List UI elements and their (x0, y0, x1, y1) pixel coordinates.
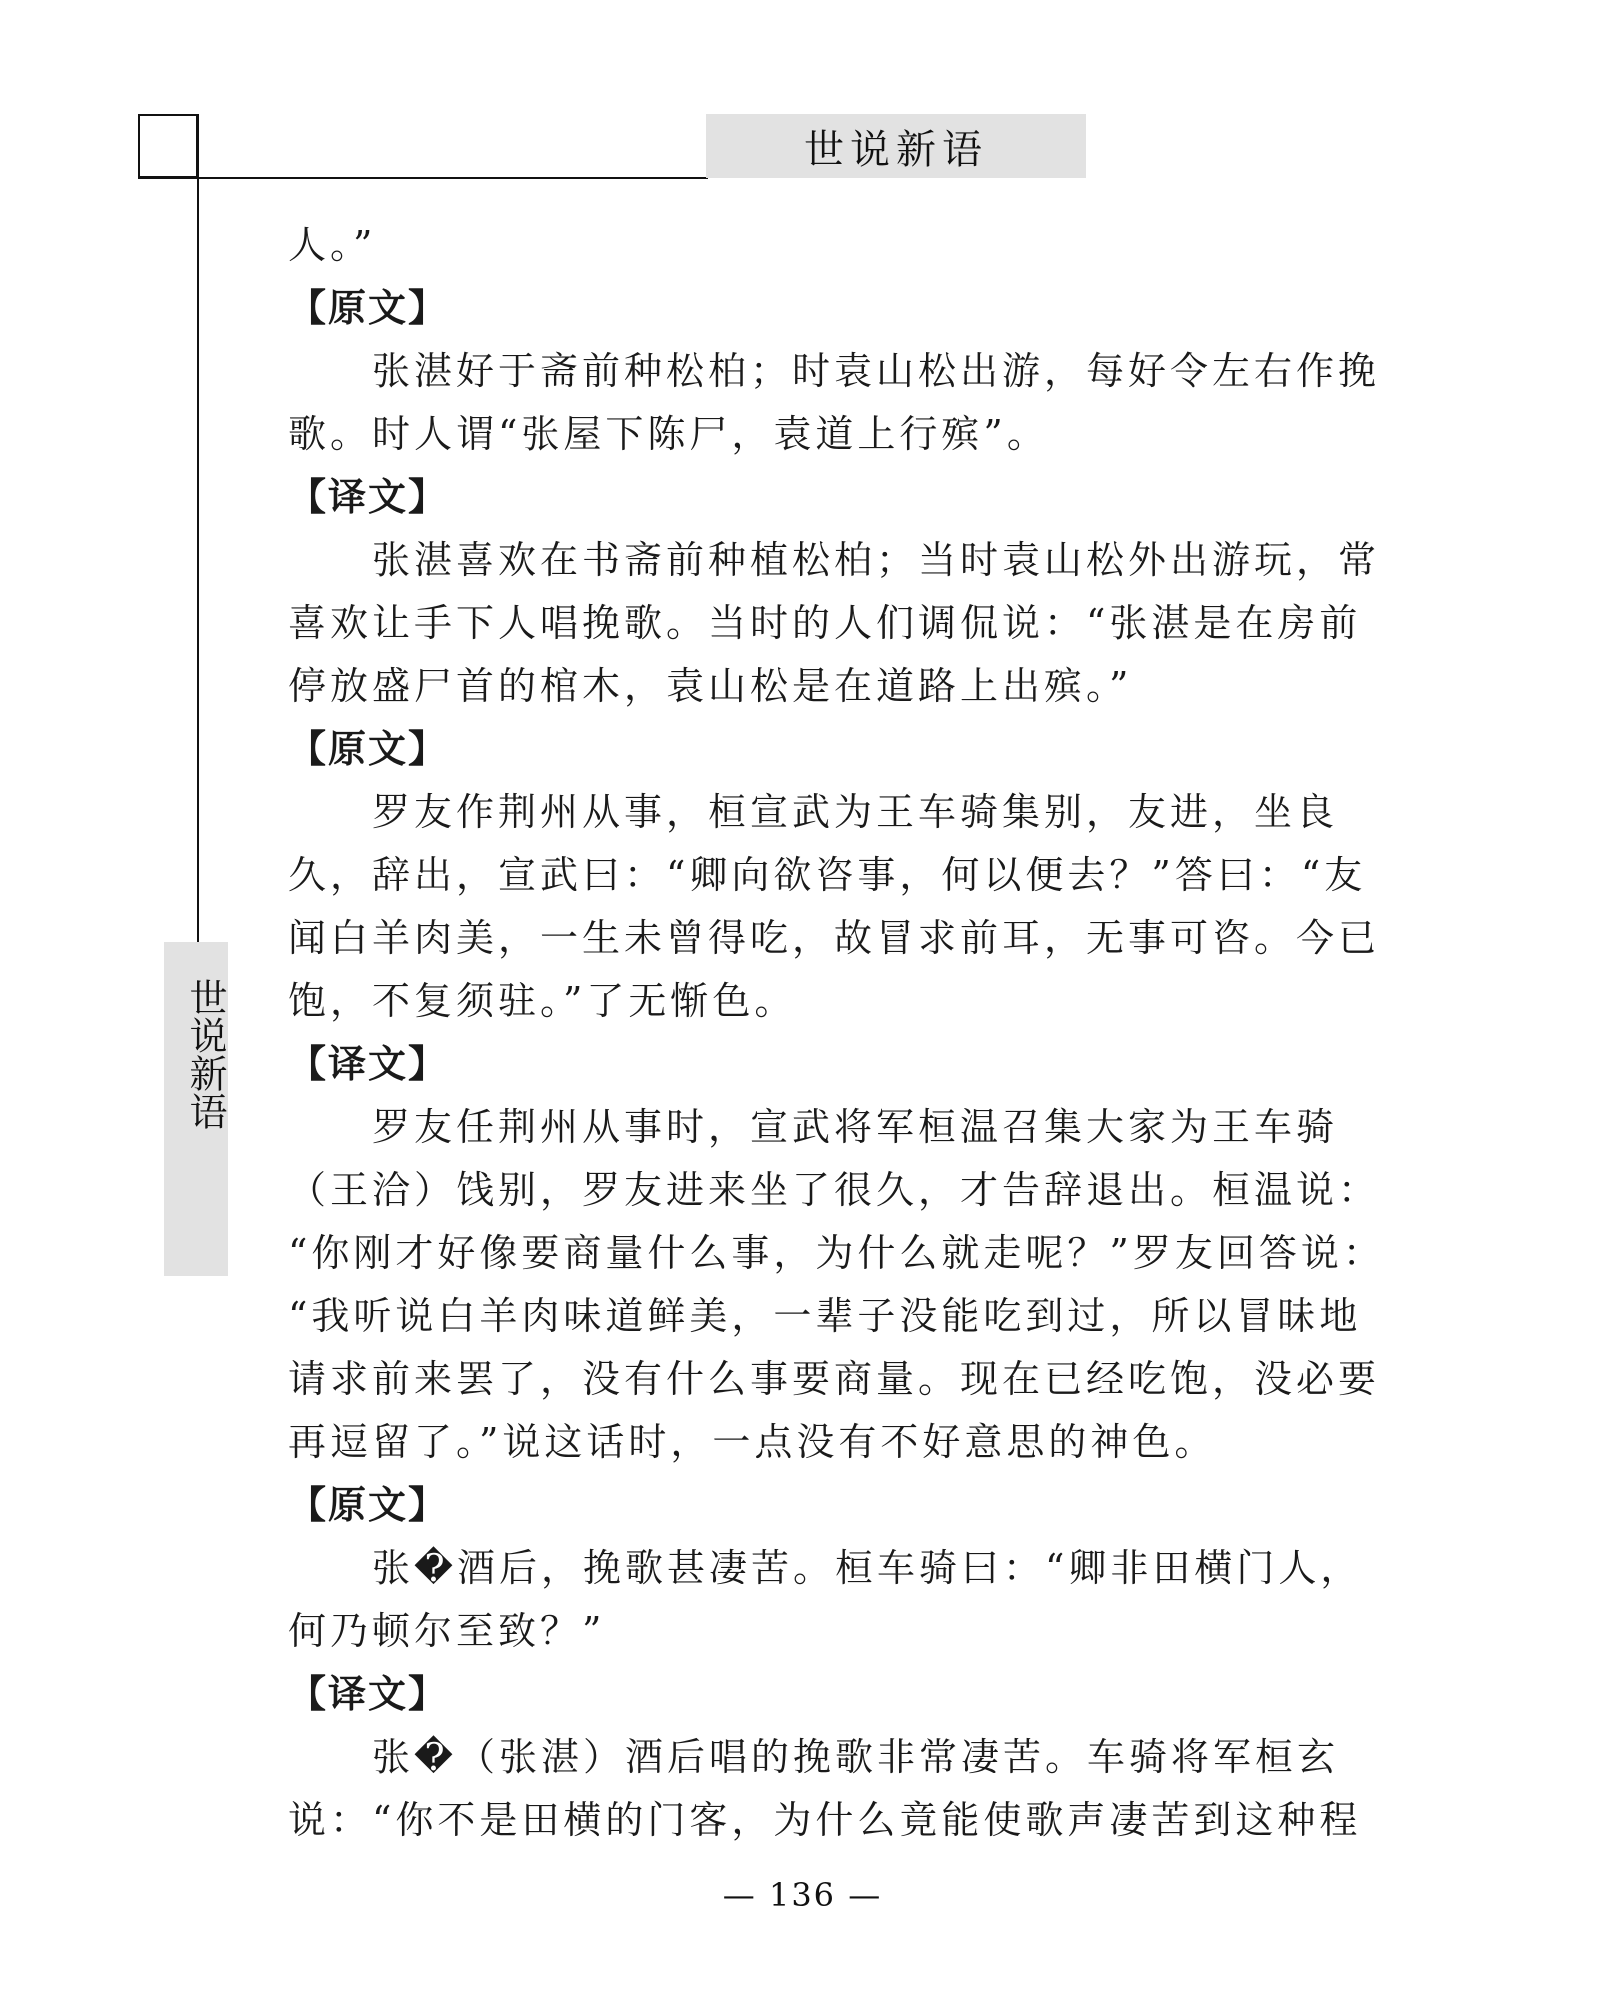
running-header (706, 114, 1086, 178)
text-line: 歌。时人谓“张屋下陈尸，袁道上行殡”。 (288, 412, 1049, 456)
header-rule (138, 177, 708, 179)
section-heading: 【译文】 (288, 475, 449, 519)
text-line: “我听说白羊肉味道鲜美，一辈子没能吃到过，所以冒昧地 (288, 1294, 1362, 1338)
text-line: “你刚才好像要商量什么事，为什么就走呢？”罗友回答说： (288, 1231, 1385, 1275)
page-body (288, 214, 1384, 1852)
text-line: 人。” (288, 223, 377, 267)
page-number: — 136 — (722, 1876, 883, 1914)
section-heading: 【原文】 (288, 1483, 449, 1527)
header-corner-box (138, 114, 198, 178)
side-tab (164, 942, 228, 1276)
text-line: （王洽）饯别，罗友进来坐了很久，才告辞退出。桓温说： (288, 1168, 1381, 1212)
section-heading: 【译文】 (288, 1042, 449, 1086)
text-line: 张湛好于斋前种松柏；时袁山松出游，每好令左右作挽 (372, 349, 1381, 393)
text-line: 请求前来罢了，没有什么事要商量。现在已经吃饱，没必要 (288, 1357, 1381, 1401)
text-line: 久，辞出，宣武曰：“卿向欲咨事，何以便去？”答曰：“友 (288, 853, 1367, 897)
side-tab-title: 世说新语 (183, 978, 227, 1130)
text-line: 饱，不复须驻。”了无惭色。 (288, 979, 797, 1023)
text-line: 张湛喜欢在书斋前种植松柏；当时袁山松外出游玩，常 (372, 538, 1381, 582)
text-line: 说：“你不是田横的门客，为什么竟能使歌声凄苦到这种程 (288, 1798, 1362, 1842)
text-line: 罗友任荆州从事时，宣武将军桓温召集大家为王车骑 (372, 1105, 1339, 1149)
section-heading: 【原文】 (288, 727, 449, 771)
running-header-title: 世说新语 (804, 126, 988, 173)
side-vertical-rule (197, 114, 199, 944)
section-heading: 【译文】 (288, 1672, 449, 1716)
text-line: 张�（张湛）酒后唱的挽歌非常凄苦。车骑将军桓玄 (372, 1735, 1339, 1779)
text-line: 停放盛尸首的棺木，袁山松是在道路上出殡。” (288, 664, 1133, 708)
text-line: 何乃顿尔至致？” (288, 1609, 606, 1653)
text-line: 闻白羊肉美，一生未曾得吃，故冒求前耳，无事可咨。今已 (288, 916, 1381, 960)
section-heading: 【原文】 (288, 286, 449, 330)
text-line: 罗友作荆州从事，桓宣武为王车骑集别，友进，坐良 (372, 790, 1339, 834)
text-line: 张�酒后，挽歌甚凄苦。桓车骑曰：“卿非田横门人， (372, 1546, 1363, 1590)
text-line: 喜欢让手下人唱挽歌。当时的人们调侃说：“张湛是在房前 (288, 601, 1362, 645)
text-line: 再逗留了。”说这话时，一点没有不好意思的神色。 (288, 1420, 1217, 1464)
